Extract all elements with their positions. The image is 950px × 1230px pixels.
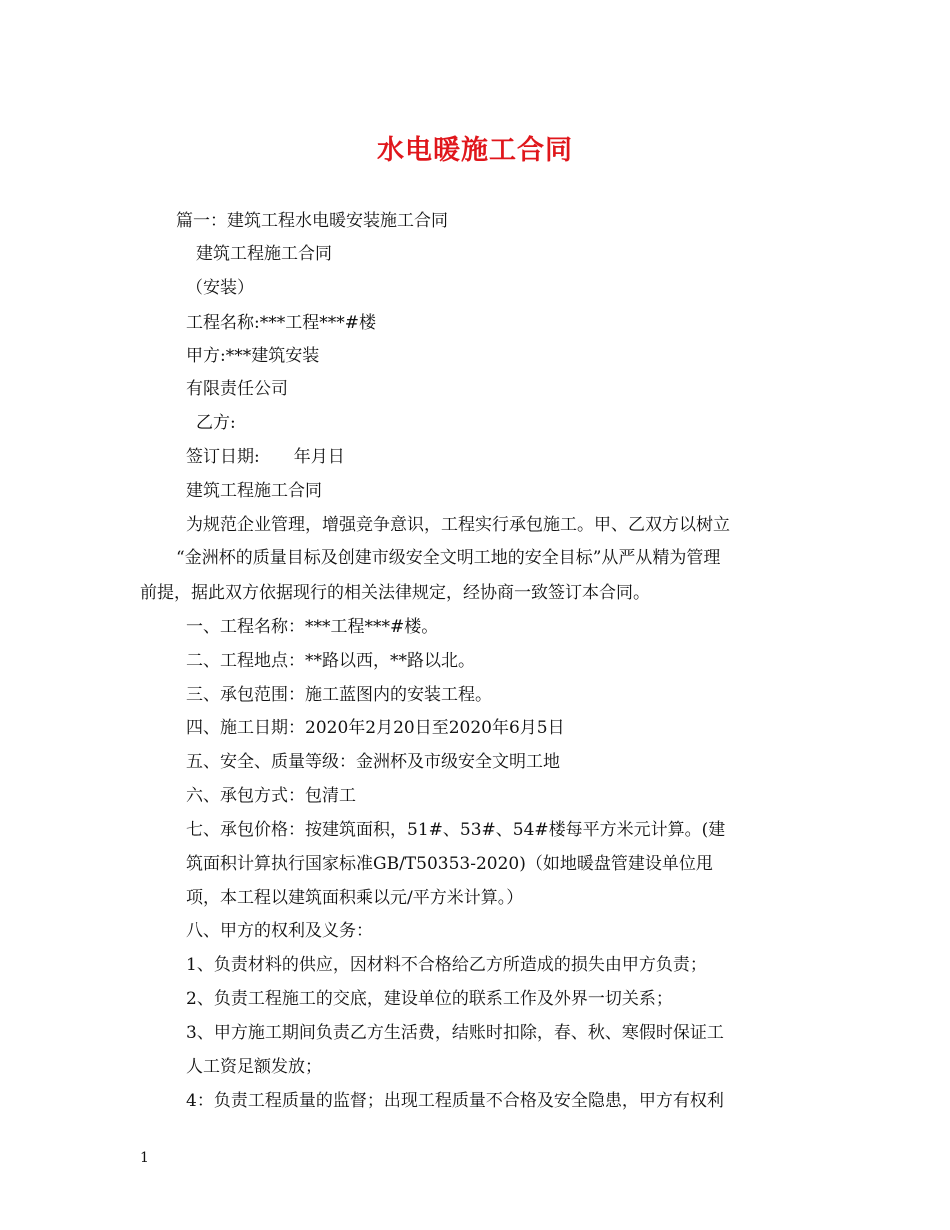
text-line: 前提，据此双方依据现行的相关法律规定，经协商一致签订本合同。: [140, 583, 650, 603]
text-line: 二、工程地点：**路以西，**路以北。: [186, 651, 475, 671]
document-title: 水电暖施工合同: [377, 135, 573, 166]
text-line: 2、负责工程施工的交底，建设单位的联系工作及外界一切关系；: [186, 989, 673, 1009]
text-line: 人工资足额发放；: [186, 1057, 322, 1077]
page-number: 1: [140, 1150, 149, 1166]
text-line: 筑面积计算执行国家标准GB/T50353-2020)（如地暖盘管建设单位甩: [186, 854, 713, 874]
text-line: 五、安全、质量等级：金洲杯及市级安全文明工地: [186, 752, 560, 772]
text-line: 篇一：建筑工程水电暖安装施工合同: [176, 211, 448, 231]
text-line: 有限责任公司: [186, 379, 288, 399]
text-line: 一、工程名称：***工程***#楼。: [186, 617, 439, 637]
text-line: 甲方:***建筑安装: [186, 346, 320, 366]
text-line: 乙方:: [196, 413, 236, 433]
text-line: 六、承包方式：包清工: [186, 786, 356, 806]
text-line: 三、承包范围：施工蓝图内的安装工程。: [186, 685, 492, 705]
text-line: “金洲杯的质量目标及创建市级安全文明工地的安全目标”从严从精为管理: [176, 548, 721, 568]
text-line: 工程名称:***工程***#楼: [186, 313, 376, 333]
text-line: 签订日期: 年月日: [186, 447, 345, 467]
text-line: 项，本工程以建筑面积乘以元/平方米计算。）: [186, 888, 524, 908]
text-line: 建筑工程施工合同: [186, 481, 322, 501]
text-line: 四、施工日期：2020年2月20日至2020年6月5日: [186, 718, 565, 738]
text-line: 4：负责工程质量的监督；出现工程质量不合格及安全隐患，甲方有权利: [186, 1091, 724, 1111]
text-line: 七、承包价格：按建筑面积，51#、53#、54#楼每平方米元计算。(建: [186, 820, 726, 840]
text-line: （安装）: [186, 278, 254, 298]
text-line: 八、甲方的权利及义务：: [186, 921, 373, 941]
text-line: 3、甲方施工期间负责乙方生活费，结账时扣除，春、秋、寒假时保证工: [186, 1023, 724, 1043]
text-line: 为规范企业管理，增强竞争意识，工程实行承包施工。甲、乙双方以树立: [186, 515, 730, 535]
text-line: 建筑工程施工合同: [196, 244, 332, 264]
text-line: 1、负责材料的供应，因材料不合格给乙方所造成的损失由甲方负责；: [186, 955, 707, 975]
